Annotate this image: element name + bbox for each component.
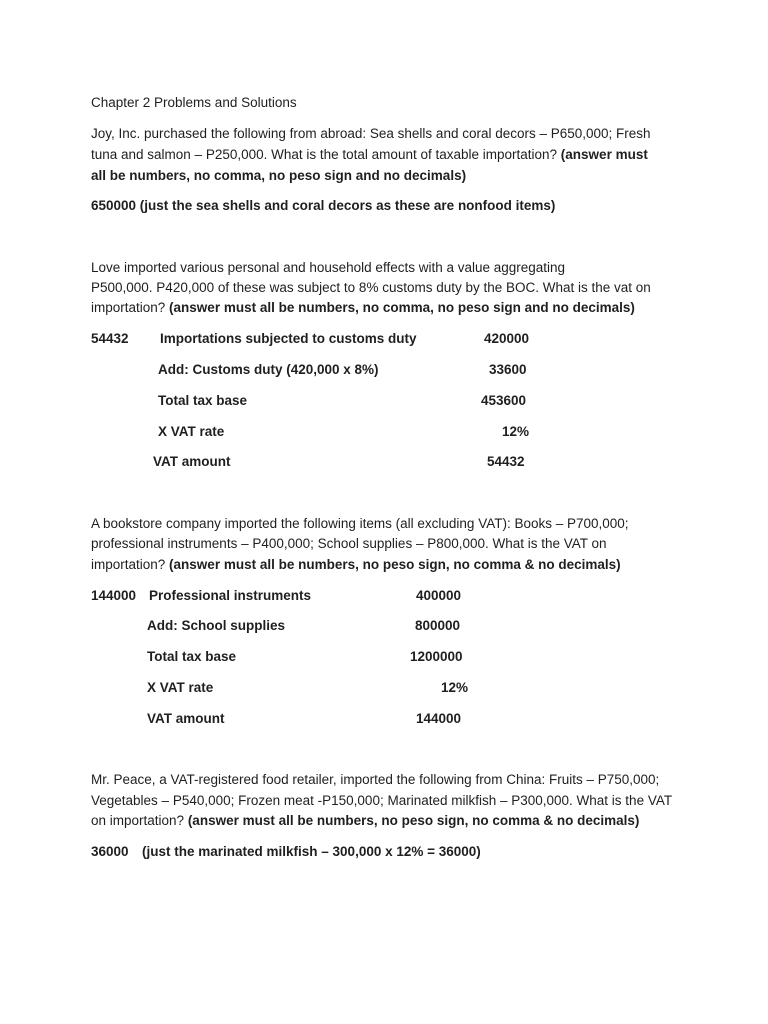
q3-row-value: 400000 [416, 588, 462, 603]
q1-text: tuna and salmon – P250,000. What is the total amount of taxable importation? [91, 147, 561, 162]
q2-text-line-1: Love imported various personal and household effects with a value aggregating [91, 260, 566, 275]
q3-row-label: Add: School supplies [147, 618, 286, 633]
q3-row-value: 144000 [416, 711, 462, 726]
q1-answer-format-note-cont: all be numbers, no comma, no peso sign and no decimals) [91, 168, 467, 183]
q2-row-label: Total tax base [158, 393, 248, 408]
q2-row-label: X VAT rate [158, 424, 225, 439]
q1-answer: 650000 (just the sea shells and coral decors as these are nonfood items) [91, 198, 556, 213]
q3-row-label: VAT amount [147, 711, 225, 726]
q2-row-label: Add: Customs duty (420,000 x 8%) [158, 362, 379, 377]
q3-text-line-3 [91, 554, 621, 575]
q2-text-line-3 [91, 297, 635, 318]
q2-row-label: VAT amount [153, 454, 231, 469]
q2-answer: 54432 [91, 331, 129, 346]
q1-answer-format-note: (answer must [560, 147, 648, 162]
page-title: Chapter 2 Problems and Solutions [91, 95, 297, 110]
q2-row-value: 12% [502, 424, 530, 439]
q2-row-value: 33600 [489, 362, 527, 377]
q2-row-value: 54432 [487, 454, 525, 469]
q3-answer-format-note: (answer must all be numbers, no peso sign, no comma & no decimals) [169, 557, 621, 572]
q1-text-line-1: Joy, Inc. purchased the following from abroad: Sea shells and coral decors – P650,000; Fresh [91, 126, 651, 141]
q4-answer: 36000 [91, 844, 129, 859]
q4-text-line-3 [91, 810, 639, 831]
q3-row-value: 1200000 [410, 649, 463, 664]
q4-text-line-1: Mr. Peace, a VAT-registered food retailer, imported the following from China: Fruits – P750,000; [91, 772, 660, 787]
q2-text: importation? [91, 300, 170, 315]
q3-answer: 144000 [91, 588, 137, 603]
q2-row-value: 420000 [484, 331, 530, 346]
q3-row-label: X VAT rate [147, 680, 214, 695]
q2-text-line-2: P500,000. P420,000 of these was subject to 8% customs duty by the BOC. What is the vat on [91, 280, 651, 295]
q2-row-value: 453600 [481, 393, 527, 408]
q2-row-label: Importations subjected to customs duty [160, 331, 417, 346]
q3-row-value: 12% [441, 680, 469, 695]
q3-text-line-2: professional instruments – P400,000; School supplies – P800,000. What is the VAT on [91, 536, 607, 551]
q2-answer-format-note: (answer must all be numbers, no comma, no peso sign and no decimals) [169, 300, 635, 315]
q3-text-line-1: A bookstore company imported the following items (all excluding VAT): Books – P700,000; [91, 516, 629, 531]
q4-text-line-2: Vegetables – P540,000; Frozen meat -P150,000; Marinated milkfish – P300,000. What is the VAT [91, 793, 673, 808]
q4-text: on importation? [91, 813, 188, 828]
q3-row-label: Total tax base [147, 649, 237, 664]
q4-explanation: (just the marinated milkfish – 300,000 x 12% = 36000) [142, 844, 481, 859]
q3-row-label: Professional instruments [149, 588, 312, 603]
q4-answer-format-note: (answer must all be numbers, no peso sign, no comma & no decimals) [187, 813, 640, 828]
q3-text: importation? [91, 557, 170, 572]
q1-text-line-2 [91, 144, 648, 165]
q3-row-value: 800000 [415, 618, 461, 633]
